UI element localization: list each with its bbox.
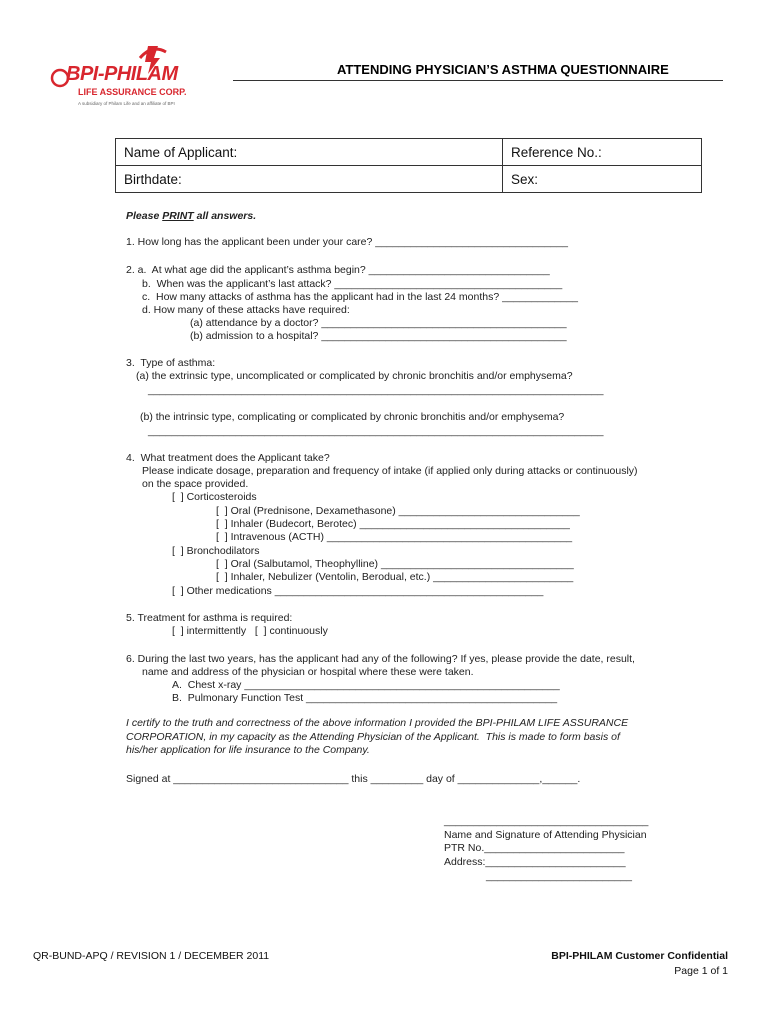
instructions-prefix: Please bbox=[126, 210, 163, 222]
other-medications-field[interactable]: [ ] Other medications ______________________________________________ bbox=[172, 585, 544, 597]
birthdate-cell[interactable] bbox=[116, 166, 503, 193]
question-2d: d. How many of these attacks have required: bbox=[142, 304, 350, 316]
signed-at-line[interactable]: Signed at ______________________________ this _________ day of ______________,______. bbox=[126, 773, 581, 785]
name-of-applicant-label: Name of Applicant: bbox=[124, 144, 238, 160]
question-2b[interactable]: b. When was the applicant’s last attack? _______________________________________ bbox=[142, 278, 563, 290]
question-3a: (a) the extrinsic type, uncomplicated or complicated by chronic bronchitis and/or emphysema? bbox=[136, 370, 573, 382]
inhaler-nebulizer-field[interactable]: [ ] Inhaler, Nebulizer (Ventolin, Berodual, etc.) ________________________ bbox=[216, 571, 574, 583]
question-3a-line[interactable]: ______________________________________________________________________________ bbox=[148, 384, 604, 396]
birthdate-label: Birthdate: bbox=[124, 171, 182, 187]
form-code: QR-BUND-APQ / REVISION 1 / DECEMBER 2011 bbox=[33, 950, 270, 962]
logo-wordmark: BPI-PHILAM bbox=[66, 63, 178, 85]
address-line-2[interactable]: _________________________ bbox=[486, 870, 632, 882]
certification-line1: I certify to the truth and correctness of the above information I provided the BPI-PHILAM LIFE ASSURANCE bbox=[126, 717, 629, 729]
company-logo bbox=[48, 44, 213, 116]
pulmonary-function-test-field[interactable]: B. Pulmonary Function Test ___________________________________________ bbox=[172, 692, 558, 704]
question-6-line1: 6. During the last two years, has the applicant had any of the following? If yes, please provide the date, result, bbox=[126, 653, 635, 665]
oral-bronchodilator-field[interactable]: [ ] Oral (Salbutamol, Theophylline) _________________________________ bbox=[216, 558, 574, 570]
reference-no-cell[interactable] bbox=[503, 139, 702, 166]
instructions-suffix: all answers. bbox=[193, 210, 257, 222]
question-1[interactable]: 1. How long has the applicant been under your care? _________________________________ bbox=[126, 236, 568, 248]
title-rule bbox=[233, 80, 723, 81]
oral-corticosteroid-field[interactable]: [ ] Oral (Prednisone, Dexamethasone) _______________________________ bbox=[216, 505, 580, 517]
instructions-emphasis: PRINT bbox=[162, 210, 194, 222]
bronchodilators-checkbox[interactable]: [ ] Bronchodilators bbox=[172, 545, 260, 557]
logo-subtitle: LIFE ASSURANCE CORP. bbox=[78, 87, 187, 97]
question-2c[interactable]: c. How many attacks of asthma has the applicant had in the last 24 months? _____________ bbox=[142, 291, 579, 303]
intravenous-field[interactable]: [ ] Intravenous (ACTH) __________________________________________ bbox=[216, 531, 573, 543]
chest-xray-field[interactable]: A. Chest x-ray ______________________________________________________ bbox=[172, 679, 560, 691]
question-3b-line[interactable]: ______________________________________________________________________________ bbox=[148, 425, 604, 437]
ptr-no-field[interactable]: PTR No.________________________ bbox=[444, 842, 625, 854]
question-2d-b[interactable]: (b) admission to a hospital? __________________________________________ bbox=[190, 330, 567, 342]
question-5-heading: 5. Treatment for asthma is required: bbox=[126, 612, 293, 624]
question-2d-a[interactable]: (a) attendance by a doctor? __________________________________________ bbox=[190, 317, 567, 329]
question-6-line2: name and address of the physician or hospital where these were taken. bbox=[142, 666, 474, 678]
logo-tagline: A subsidiary of Philam Life and an affiliate of BPI bbox=[78, 101, 175, 106]
applicant-info-table bbox=[115, 138, 702, 193]
question-3-heading: 3. Type of asthma: bbox=[126, 357, 216, 369]
question-5-options[interactable]: [ ] intermittently [ ] continuously bbox=[172, 625, 328, 637]
sex-cell[interactable] bbox=[503, 166, 702, 193]
confidentiality-note: BPI-PHILAM Customer Confidential bbox=[551, 950, 728, 962]
question-4-heading: 4. What treatment does the Applicant take? bbox=[126, 452, 330, 464]
reference-no-label: Reference No.: bbox=[511, 144, 602, 160]
instructions bbox=[126, 210, 256, 224]
sex-label: Sex: bbox=[511, 171, 539, 187]
page-number: Page 1 of 1 bbox=[674, 965, 728, 977]
certification-line2: CORPORATION, in my capacity as the Attending Physician of the Applicant. This is made to form basis of bbox=[126, 731, 620, 743]
question-3b: (b) the intrinsic type, complicating or complicated by chronic bronchitis and/or emphysema? bbox=[140, 411, 565, 423]
question-4-instructions-2: on the space provided. bbox=[142, 478, 249, 490]
name-of-applicant-cell[interactable] bbox=[116, 139, 503, 166]
question-4-instructions: Please indicate dosage, preparation and frequency of intake (if applied only during attacks or continuously) bbox=[142, 465, 638, 477]
page-title: ATTENDING PHYSICIAN’S ASTHMA QUESTIONNAIRE bbox=[337, 62, 669, 77]
question-2a[interactable]: 2. a. At what age did the applicant’s asthma begin? _______________________________ bbox=[126, 264, 550, 276]
address-field[interactable]: Address:________________________ bbox=[444, 856, 626, 868]
signature-line[interactable]: ___________________________________ bbox=[444, 815, 649, 827]
signature-label: Name and Signature of Attending Physician bbox=[444, 829, 647, 841]
inhaler-corticosteroid-field[interactable]: [ ] Inhaler (Budecort, Berotec) ____________________________________ bbox=[216, 518, 570, 530]
corticosteroids-checkbox[interactable]: [ ] Corticosteroids bbox=[172, 491, 257, 503]
certification-line3: his/her application for life insurance to the Company. bbox=[126, 744, 370, 756]
